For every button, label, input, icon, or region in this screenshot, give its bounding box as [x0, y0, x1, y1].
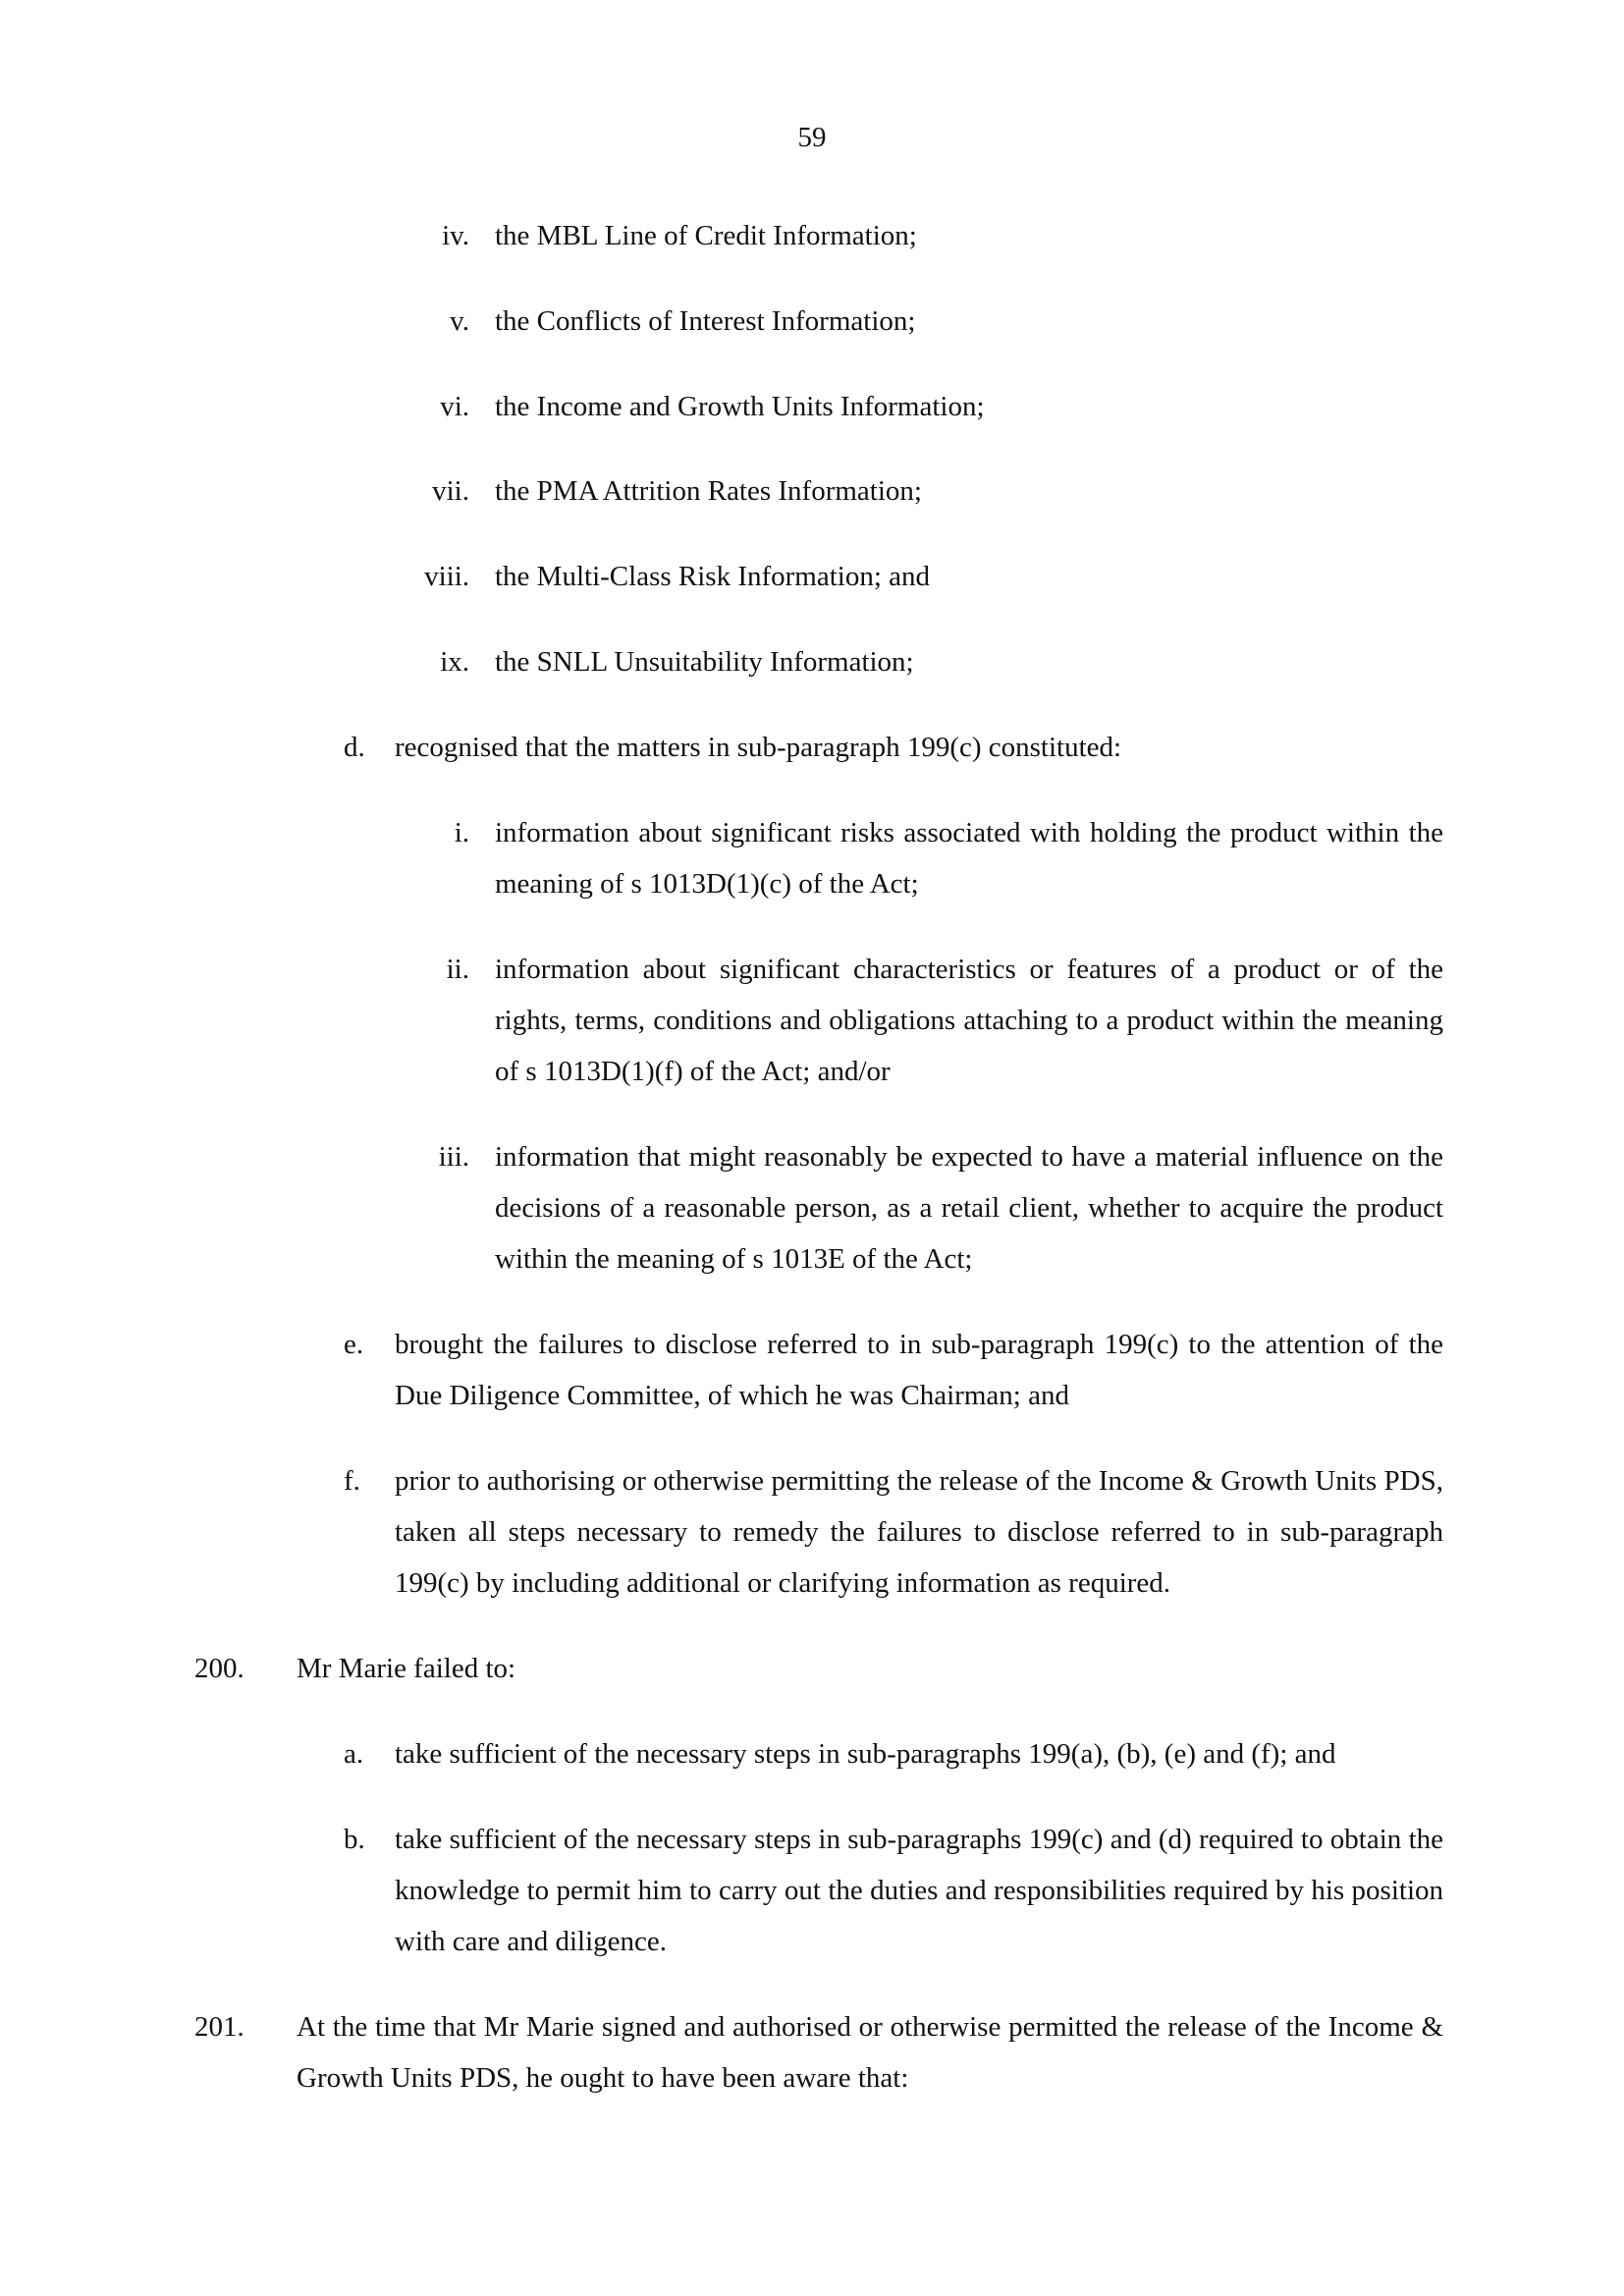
paragraph-number: 200. [194, 1653, 244, 1684]
list-text: recognised that the matters in sub-paragraph 199(c) constituted: [395, 732, 1122, 763]
paragraph-201 [194, 2001, 1443, 2104]
list-marker: v. [450, 305, 469, 337]
list-text: take sufficient of the necessary steps in sub-paragraphs 199(a), (b), (e) and (f); and [395, 1738, 1336, 1770]
list-marker: i. [454, 817, 469, 848]
sub-paragraph-e [344, 1319, 1443, 1421]
list-text: the MBL Line of Credit Information; [495, 220, 917, 251]
list-text: the Multi-Class Risk Information; and [495, 561, 931, 592]
list-marker: ix. [440, 646, 469, 678]
paragraph-200-item-a [344, 1728, 1443, 1779]
list-item-c-v [373, 296, 1434, 347]
list-marker: viii. [424, 561, 469, 592]
list-marker: ii. [446, 954, 469, 985]
sub-paragraph-f [344, 1455, 1443, 1609]
list-marker: b. [344, 1824, 365, 1855]
paragraph-number: 201. [194, 2011, 244, 2043]
list-text: the Income and Growth Units Information; [495, 391, 985, 422]
list-text: take sufficient of the necessary steps in sub-paragraphs 199(c) and (d) required to obtain the knowledge to permit him to carry out the duties and responsibilities required by his position with care and diligence. [395, 1824, 1443, 1957]
list-marker: f. [344, 1465, 360, 1497]
paragraph-text: Mr Marie failed to: [297, 1653, 516, 1684]
list-item-d-i [373, 807, 1443, 909]
list-text: information about significant risks associated with holding the product within the meaning of s 1013D(1)(c) of the Act; [495, 817, 1443, 900]
list-text: the PMA Attrition Rates Information; [495, 475, 922, 507]
paragraph-200-item-b [344, 1814, 1443, 1967]
list-text: brought the failures to disclose referred to in sub-paragraph 199(c) to the attention of the Due Diligence Committee, of which he was Chairman; and [395, 1329, 1443, 1411]
list-item-d-ii [373, 944, 1443, 1097]
page-number: 59 [797, 122, 827, 153]
list-marker: a. [344, 1738, 364, 1770]
list-text: prior to authorising or otherwise permitting the release of the Income & Growth Units PDS, taken all steps necessary to remedy the failures to disclose referred to in sub-paragraph 199(c) by including additional or clarifying information as required. [395, 1465, 1443, 1599]
list-marker: iv. [442, 220, 469, 251]
list-text: information about significant characteristics or features of a product or of the rights, terms, conditions and obligations attaching to a product within the meaning of s 1013D(1)(f) of the Act; and/or [495, 954, 1443, 1087]
list-text: the SNLL Unsuitability Information; [495, 646, 914, 678]
list-marker: d. [344, 732, 365, 763]
paragraph-text: At the time that Mr Marie signed and authorised or otherwise permitted the release of the Income & Growth Units PDS, he ought to have been aware that: [297, 2011, 1443, 2094]
list-text: information that might reasonably be expected to have a material influence on the decisions of a reasonable person, as a retail client, whether to acquire the product within the meaning of s 1013E of the Act; [495, 1141, 1443, 1275]
list-marker: vi. [440, 391, 469, 422]
sub-paragraph-d [344, 722, 1443, 773]
list-item-d-iii [373, 1131, 1443, 1285]
list-marker: e. [344, 1329, 364, 1360]
list-text: the Conflicts of Interest Information; [495, 305, 916, 337]
list-item-c-iv [373, 210, 1434, 261]
list-marker: vii. [432, 475, 469, 507]
list-item-c-ix [373, 636, 1434, 687]
list-marker: iii. [438, 1141, 469, 1173]
list-item-c-vii [373, 465, 1434, 517]
list-item-c-viii [373, 551, 1434, 602]
list-item-c-vi [373, 381, 1434, 432]
paragraph-200 [194, 1643, 1443, 1694]
